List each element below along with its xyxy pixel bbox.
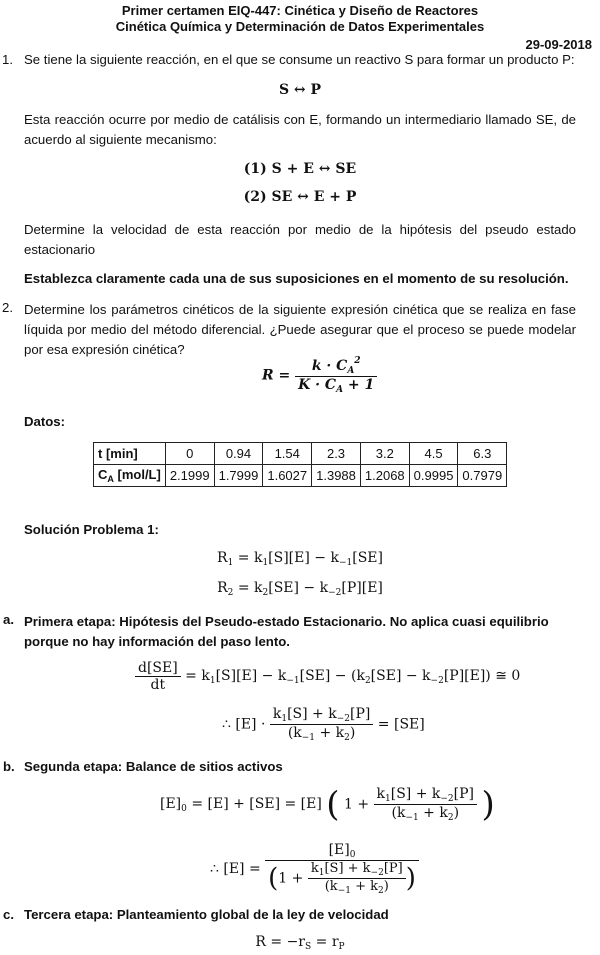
data-table (93, 442, 507, 487)
pseh-equation: $\frac{d[SE]}{dt}$ = $k_1[S][E] - k_{-1}[SE] - (k_2[SE] - k_{-2}[P][E])$ ≅ 0 (135, 660, 520, 693)
problem-2-text: Determine los parámetros cinéticos de la siguiente expresión cinética que se realiza en fase líquida por medio del método diferencial. ¿Puede asegurar que el proceso se puede modelar por esa expresión cinética? (24, 302, 576, 357)
problem-1-number: 1. (2, 52, 13, 67)
table-cell: 0.94 (214, 443, 263, 465)
rate-expression: R = $\frac{k \cdot C_A^2}{K \cdot C_A + 1}$ (262, 356, 377, 395)
problem-1-intro: Se tiene la siguiente reacción, en el que se consume un reactivo S para formar un producto P: (24, 52, 575, 67)
table-cell: 1.2068 (360, 465, 409, 487)
table-row-label: $C_A$ [mol/L] (94, 465, 166, 487)
table-cell: 0.9995 (409, 465, 458, 487)
rate-equation-r2: $R_2 = k_2[SE] - k_{-2}[P][E]$ (217, 580, 383, 598)
table-row (94, 443, 507, 465)
solution-title: Solución Problema 1: (24, 522, 159, 537)
free-enzyme-equation: ∴ [E] = $[E]_0$ (1 + $\frac{k_1[S] + k_{-2}[P]}{(k_{-1} + k_2)}$ ) (210, 842, 419, 896)
table-cell: 1.7999 (214, 465, 263, 487)
table-cell: 1.3988 (312, 465, 361, 487)
mechanism-step-1: (1) S + E ↔ SE (243, 161, 357, 177)
step-c-text: Tercera etapa: Planteamiento global de la ley de velocidad (24, 907, 389, 922)
problem-1-text-4: Establezca claramente cada una de sus suposiciones en el momento de su resolución. (24, 271, 569, 286)
se-equation: ∴ [E] · $\frac{k_1[S] + k_{-2}[P]}{(k_{-1} + k_2)}$ = [SE] (222, 706, 425, 743)
table-cell: 2.3 (312, 443, 361, 465)
step-b-text: Segunda etapa: Balance de sitios activos (24, 759, 283, 774)
problem-1-text-3: Determine la velocidad de esta reacción por medio de la hipótesis del pseudo estado estacionario (24, 222, 576, 257)
document-title: Primer certamen EIQ-447: Cinética y Diseño de Reactores (121, 3, 479, 18)
step-c-label: c. (3, 907, 14, 922)
global-rate-equation: $R = -r_S = r_P$ (255, 934, 345, 952)
table-cell: 1.6027 (263, 465, 312, 487)
table-cell: 3.2 (360, 443, 409, 465)
table-cell: 0 (165, 443, 214, 465)
reaction-equation: S ↔ P (278, 82, 322, 98)
rate-equation-r1: $R_1 = k_1[S][E] - k_{-1}[SE]$ (217, 550, 383, 568)
mechanism-step-2: (2) SE ↔ E + P (243, 189, 357, 205)
document-subtitle: Cinética Química y Determinación de Datos Experimentales (115, 19, 485, 34)
table-cell: 6.3 (458, 443, 507, 465)
table-cell: 4.5 (409, 443, 458, 465)
step-a-text: Primera etapa: Hipótesis del Pseudo-estado Estacionario. No aplica cuasi equilibrio porque no hay información del paso lento. (24, 614, 549, 649)
table-cell: 0.7979 (458, 465, 507, 487)
problem-1-text-2: Esta reacción ocurre por medio de catálisis con E, formando un intermediario llamado SE, de acuerdo al siguiente mecanismo: (24, 112, 576, 147)
step-a-label: a. (3, 612, 14, 627)
problem-2-number: 2. (2, 300, 13, 315)
table-row (94, 465, 507, 487)
site-balance-equation: $[E]_0 = [E] + [SE] = [E]$ ( 1 + $\frac{k_1[S] + k_{-2}[P]}{(k_{-1} + k_2)}$ ) (160, 784, 495, 825)
document-date: 29-09-2018 (525, 37, 592, 52)
table-cell: 2.1999 (165, 465, 214, 487)
datos-label: Datos: (24, 414, 66, 429)
table-cell: 1.54 (263, 443, 312, 465)
table-row-label: t [min] (94, 443, 166, 465)
step-b-label: b. (3, 759, 15, 774)
